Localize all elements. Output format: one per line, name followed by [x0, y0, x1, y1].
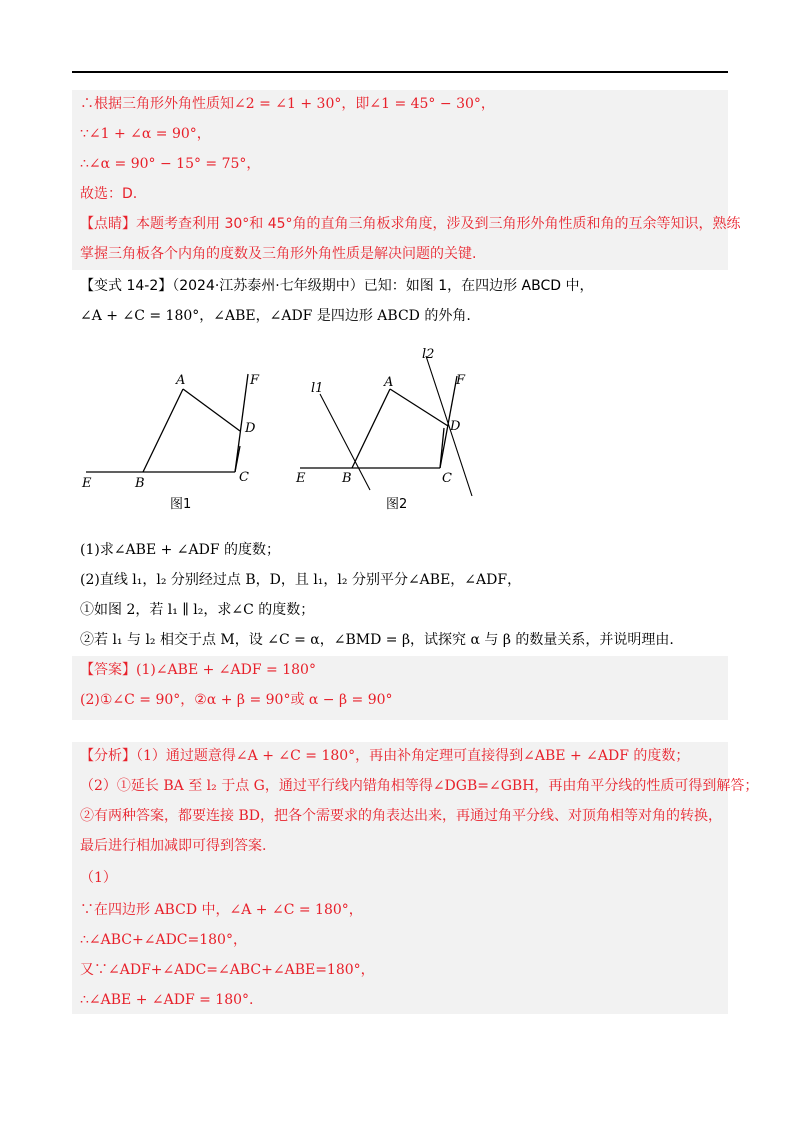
fig2-caption: 图2 [386, 497, 408, 512]
question-2: (2)直线 l₁，l₂ 分别经过点 B，D，且 l₁，l₂ 分别平分∠ABE，∠ADF， [80, 572, 522, 588]
answer-block [72, 656, 728, 720]
fig1-point-a: A [176, 373, 186, 388]
solution-line-3: ∴∠α = 90° − 15° = 75°， [80, 156, 261, 172]
comment-line-1 [80, 214, 741, 234]
question-1: (1)求∠ABE + ∠ADF 的度数； [80, 542, 281, 558]
fig2-point-d: D [450, 419, 461, 434]
fig2-point-f: F [456, 373, 466, 388]
analysis-line-3: ②有两种答案，都要连接 BD，把各个需要求的角表达出来，再通过角平分线、对顶角相等对角的转换， [80, 808, 722, 824]
solution-choice: 故选：D. [80, 186, 138, 202]
problem-line-2: ∠A + ∠C = 180°，∠ABE，∠ADF 是四边形 ABCD 的外角. [80, 308, 471, 324]
question-2a: ①如图 2，若 l₁ ∥ l₂，求∠C 的度数； [80, 602, 315, 618]
solution-step-2: ∴∠ABC+∠ADC=180°， [80, 932, 247, 948]
fig1-point-d: D [245, 421, 256, 436]
answer-text-1: (1)∠ABE + ∠ADF = 180° [136, 662, 316, 678]
fig2-point-e: E [296, 471, 306, 486]
answer-line-1 [80, 660, 316, 680]
solution-step-3: 又∵∠ADF+∠ADC=∠ABC+∠ABE=180°， [80, 962, 375, 978]
fig1-caption: 图1 [170, 497, 192, 512]
fig2-point-c: C [442, 471, 452, 486]
solution-line-1: ∴根据三角形外角性质知∠2 = ∠1 + 30°，即∠1 = 45° − 30°， [80, 96, 495, 112]
analysis-line-1 [80, 746, 689, 766]
fig1-point-f: F [250, 373, 260, 388]
solution-step-1: ∵在四边形 ABCD 中，∠A + ∠C = 180°， [80, 902, 363, 918]
fig2-point-a: A [384, 375, 394, 390]
geometry-figures [80, 346, 480, 516]
analysis-line-4: 最后进行相加减即可得到答案. [80, 838, 267, 854]
analysis-block [72, 742, 759, 1014]
question-2b: ②若 l₁ 与 l₂ 相交于点 M，设 ∠C = α，∠BMD = β，试探究 α 与 β 的数量关系，并说明理由. [80, 632, 674, 648]
comment-line-2: 掌握三角板各个内角的度数及三角形外角性质是解决问题的关键. [80, 246, 477, 262]
figure-2 [295, 347, 472, 512]
fig2-line-l1: l1 [311, 381, 324, 396]
fig1-point-b: B [135, 476, 145, 491]
header-rule [72, 71, 728, 73]
comment-tag: 【点睛】 [80, 216, 136, 232]
fig1-point-c: C [239, 470, 249, 485]
fig2-line-l2: l2 [422, 347, 435, 362]
analysis-text-1: （1）通过题意得∠A + ∠C = 180°，再由补角定理可直接得到∠ABE + ∠ADF 的度数； [136, 748, 690, 764]
answer-line-2: (2)①∠C = 90°，②α + β = 90°或 α − β = 90° [80, 692, 393, 708]
previous-solution-block [72, 90, 741, 270]
solution-step-4: ∴∠ABE + ∠ADF = 180°. [80, 992, 254, 1008]
analysis-line-2: （2）①延长 BA 至 l₂ 于点 G，通过平行线内错角相等得∠DGB=∠GBH，再由角平分线的性质可得到解答； [80, 778, 759, 794]
problem-header: 【变式 14-2】（2024·江苏泰州·七年级期中）已知：如图 1，在四边形 ABCD 中， [80, 278, 594, 294]
fig1-point-e: E [82, 476, 92, 491]
solution-line-2: ∵∠1 + ∠α = 90°， [80, 126, 211, 142]
fig2-point-b: B [342, 471, 352, 486]
comment-text-1: 本题考查利用 30°和 45°角的直角三角板求角度，涉及到三角形外角性质和角的互余等知识，熟练 [136, 216, 741, 232]
analysis-tag: 【分析】 [80, 748, 136, 764]
answer-tag: 【答案】 [80, 662, 136, 678]
solution-step-label: （1） [80, 870, 117, 886]
figure-1 [81, 373, 260, 512]
